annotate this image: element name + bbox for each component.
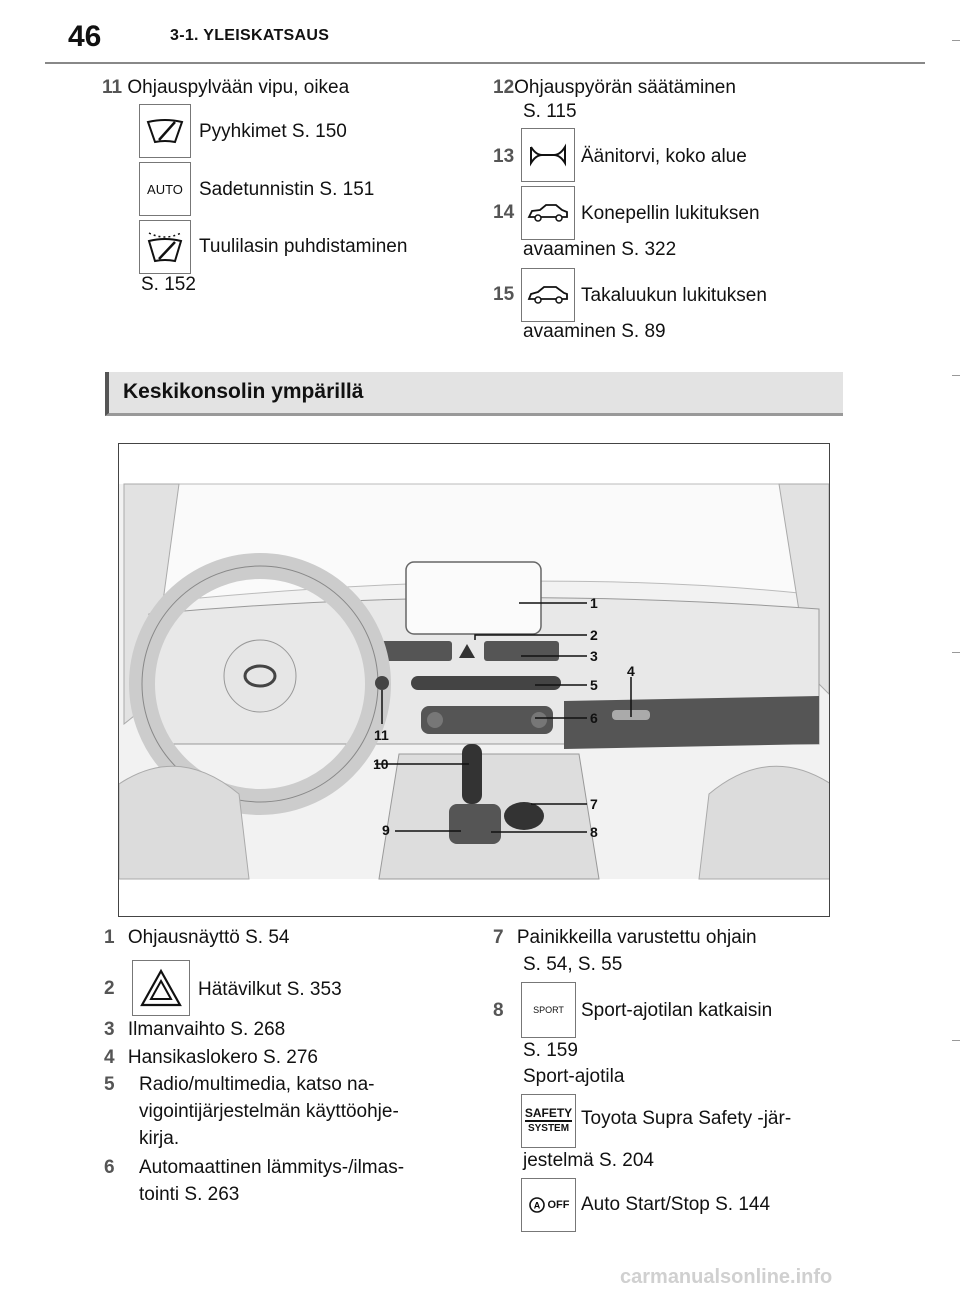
list-item-7 (493, 925, 757, 951)
callout-3: 3 (590, 648, 598, 664)
callout-5: 5 (590, 677, 598, 693)
item-cont: S. 54, S. 55 (523, 954, 623, 975)
auto-start-stop-icon (521, 1178, 576, 1232)
item-number: 7 (493, 927, 504, 948)
item-label: Äänitorvi, koko alue (581, 146, 747, 167)
page-number: 46 (68, 20, 102, 53)
icon-text: SYSTEM (527, 1123, 570, 1134)
item-label: Konepellin lukituksen (581, 203, 760, 224)
list-item-5 (104, 1072, 115, 1098)
item-number: 4 (104, 1047, 115, 1068)
dashboard-drawing (119, 444, 830, 917)
item-label: Sport-ajotilan katkaisin (581, 1000, 773, 1021)
icon-text: SPORT (533, 1005, 564, 1015)
svg-text:A: A (533, 1200, 540, 1211)
item-label: Ilmanvaihto S. 268 (127, 1019, 286, 1040)
item-label: Hätävilkut S. 353 (198, 979, 342, 1000)
item-label: Ohjausnäyttö S. 54 (127, 927, 290, 948)
washer-icon (139, 220, 191, 274)
item-number: 3 (104, 1019, 115, 1040)
item-cont: Sport-ajotila (523, 1066, 625, 1087)
item-label: Ohjauspylvään vipu, oikea (127, 77, 350, 98)
list-item-6 (104, 1155, 115, 1181)
hood-car-icon (521, 186, 575, 240)
callout-6: 6 (590, 710, 598, 726)
list-item-3 (104, 1017, 285, 1043)
sub-item-label: Sadetunnistin S. 151 (199, 179, 375, 200)
callout-9: 9 (382, 822, 390, 838)
list-item-1 (104, 925, 289, 951)
sub-item-label: Tuulilasin puhdistaminen (199, 236, 408, 257)
item-cont: avaaminen S. 322 (523, 239, 677, 260)
trunk-car-icon (521, 268, 575, 322)
item-number: 1 (104, 927, 115, 948)
wiper-icon (139, 104, 191, 158)
item-label: tointi S. 263 (139, 1184, 240, 1205)
item-cont: S. 115 (523, 101, 577, 122)
item-number: 2 (104, 978, 115, 999)
list-item-11 (102, 75, 349, 101)
icon-text: AUTO (147, 181, 183, 197)
sub-item-label: Pyyhkimet S. 150 (199, 121, 347, 142)
item-label: Radio/multimedia, katso na- (139, 1074, 375, 1095)
item-label: Hansikaslokero S. 276 (127, 1047, 318, 1068)
item-label: kirja. (139, 1128, 180, 1149)
item-number: 5 (104, 1074, 115, 1095)
callout-11: 11 (374, 727, 389, 743)
item-number: 12 (493, 77, 515, 98)
hazard-icon (132, 960, 190, 1016)
callout-8: 8 (590, 824, 598, 840)
item-number: 6 (104, 1157, 115, 1178)
watermark: carmanualsonline.info (620, 1266, 833, 1288)
margin-tick (952, 375, 960, 376)
margin-tick (952, 40, 960, 41)
horn-icon (521, 128, 575, 182)
sport-icon (521, 982, 576, 1038)
header-rule (45, 62, 925, 64)
item-number: 14 (493, 202, 515, 223)
item-label: Automaattinen lämmitys-/ilmas- (139, 1157, 405, 1178)
callout-1: 1 (590, 595, 598, 611)
item-cont: S. 159 (523, 1040, 578, 1061)
callout-10: 10 (373, 756, 389, 772)
item-label: Toyota Supra Safety -jär- (581, 1108, 792, 1129)
section-heading (105, 372, 843, 416)
item-cont: avaaminen S. 89 (523, 321, 666, 342)
section-heading-text: Keskikonsolin ympärillä (123, 380, 364, 403)
item-number: 11 (102, 77, 123, 98)
callout-7: 7 (590, 796, 598, 812)
callout-2: 2 (590, 627, 598, 643)
callout-4: 4 (627, 663, 635, 679)
item-label: Painikkeilla varustettu ohjain (516, 927, 757, 948)
item-label: Takaluukun lukituksen (581, 285, 767, 306)
console-illustration (118, 443, 830, 917)
safety-system-icon (521, 1094, 576, 1148)
item-number: 15 (493, 284, 515, 305)
margin-tick (952, 652, 960, 653)
item-cont: jestelmä S. 204 (523, 1150, 654, 1171)
item-number: 13 (493, 146, 515, 167)
list-item-12 (493, 75, 736, 101)
icon-text: OFF (547, 1199, 570, 1211)
list-item-4 (104, 1045, 318, 1071)
item-label: Ohjauspyörän säätäminen (514, 77, 736, 98)
section-title: 3-1. YLEISKATSAUS (170, 27, 330, 44)
margin-tick (952, 1040, 960, 1041)
item-label: Auto Start/Stop S. 144 (581, 1194, 771, 1215)
auto-icon (139, 162, 191, 216)
sub-item-cont: S. 152 (141, 274, 196, 295)
item-number: 8 (493, 1000, 504, 1021)
item-label: vigointijärjestelmän käyttöohje- (139, 1101, 399, 1122)
icon-text: SAFETY (524, 1106, 573, 1120)
